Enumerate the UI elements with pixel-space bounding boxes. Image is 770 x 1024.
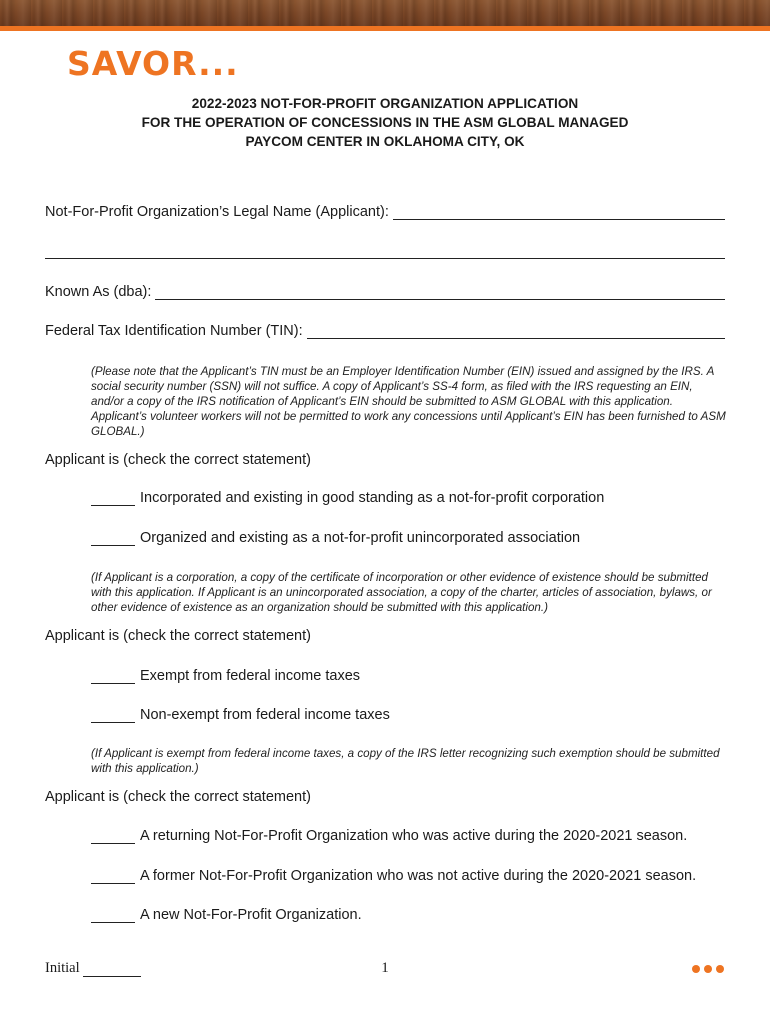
check-blank[interactable] bbox=[91, 869, 135, 884]
savor-logo: SAVOR... bbox=[67, 44, 239, 83]
tin-note: (Please note that the Applicant’s TIN must be an Employer Identification Number (EIN) issued and assigned by the IRS. A social security number (SSN) will not suffice. A copy of Applicant’s SS-4 form, as filed with the IRS requesting an EIN, and/or a copy of the IRS notification of Applicant’s EIN should be submitted to ASM GLOBAL with this application. Applicant’s volunteer workers will not be permitted to work any concessions until Applicant’s EIN has been furnished to ASM GLOBAL.) bbox=[91, 365, 726, 438]
option-label: A former Not-For-Profit Organization who was not active during the 2020-2021 season. bbox=[140, 868, 697, 884]
option-label: Organized and existing as a not-for-profit unincorporated association bbox=[140, 530, 581, 546]
check-blank[interactable] bbox=[91, 491, 135, 506]
option-unincorporated bbox=[91, 530, 580, 546]
legal-name-field-continued[interactable] bbox=[45, 258, 725, 259]
option-former bbox=[91, 868, 696, 884]
tax-note: (If Applicant is exempt from federal income taxes, a copy of the IRS letter recognizing such exemption should be submitted with this application.) bbox=[91, 747, 720, 775]
section-heading-history: Applicant is (check the correct statement) bbox=[45, 789, 311, 805]
check-blank[interactable] bbox=[91, 708, 135, 723]
tin-label: Federal Tax Identification Number (TIN): bbox=[45, 323, 303, 339]
option-label: A returning Not-For-Profit Organization who was active during the 2020-2021 season. bbox=[140, 828, 688, 844]
option-label: Non-exempt from federal income taxes bbox=[140, 707, 390, 723]
check-blank[interactable] bbox=[91, 531, 135, 546]
tin-row bbox=[45, 323, 725, 339]
title-line-1: 2022-2023 NOT-FOR-PROFIT ORGANIZATION APPLICATION bbox=[191, 96, 579, 111]
option-returning bbox=[91, 828, 687, 844]
dba-row bbox=[45, 284, 725, 300]
check-blank[interactable] bbox=[91, 829, 135, 844]
option-new bbox=[91, 907, 362, 923]
dba-label: Known As (dba): bbox=[45, 284, 152, 300]
tin-field[interactable] bbox=[307, 324, 725, 339]
option-incorporated bbox=[91, 490, 604, 506]
title-line-3: PAYCOM CENTER IN OKLAHOMA CITY, OK bbox=[245, 134, 525, 149]
option-non-exempt bbox=[91, 707, 390, 723]
initial-label: Initial bbox=[45, 960, 80, 976]
option-exempt bbox=[91, 668, 360, 684]
legal-name-field[interactable] bbox=[393, 205, 725, 220]
status-note: (If Applicant is a corporation, a copy of the certificate of incorporation or other evidence of existence should be submitted with this application. If Applicant is an unincorporated association, a copy of the charter, articles of association, bylaws, or other evidence of existence as an organization should be submitted with this application.) bbox=[91, 571, 712, 614]
option-label: A new Not-For-Profit Organization. bbox=[140, 907, 362, 923]
header-orange-rule bbox=[0, 26, 770, 31]
dba-field[interactable] bbox=[155, 285, 725, 300]
page-number: 1 bbox=[381, 960, 389, 976]
legal-name-row bbox=[45, 204, 725, 220]
section-heading-tax: Applicant is (check the correct statement) bbox=[45, 628, 311, 644]
document-title bbox=[0, 94, 770, 151]
title-line-2: FOR THE OPERATION OF CONCESSIONS IN THE ASM GLOBAL MANAGED bbox=[141, 115, 629, 130]
option-label: Incorporated and existing in good standing as a not-for-profit corporation bbox=[140, 490, 605, 506]
ellipsis-dots-icon bbox=[692, 965, 724, 973]
header-wood-banner bbox=[0, 0, 770, 26]
section-heading-status: Applicant is (check the correct statement) bbox=[45, 452, 311, 468]
check-blank[interactable] bbox=[91, 908, 135, 923]
legal-name-label: Not-For-Profit Organization’s Legal Name (Applicant): bbox=[45, 204, 389, 220]
check-blank[interactable] bbox=[91, 669, 135, 684]
option-label: Exempt from federal income taxes bbox=[140, 668, 361, 684]
